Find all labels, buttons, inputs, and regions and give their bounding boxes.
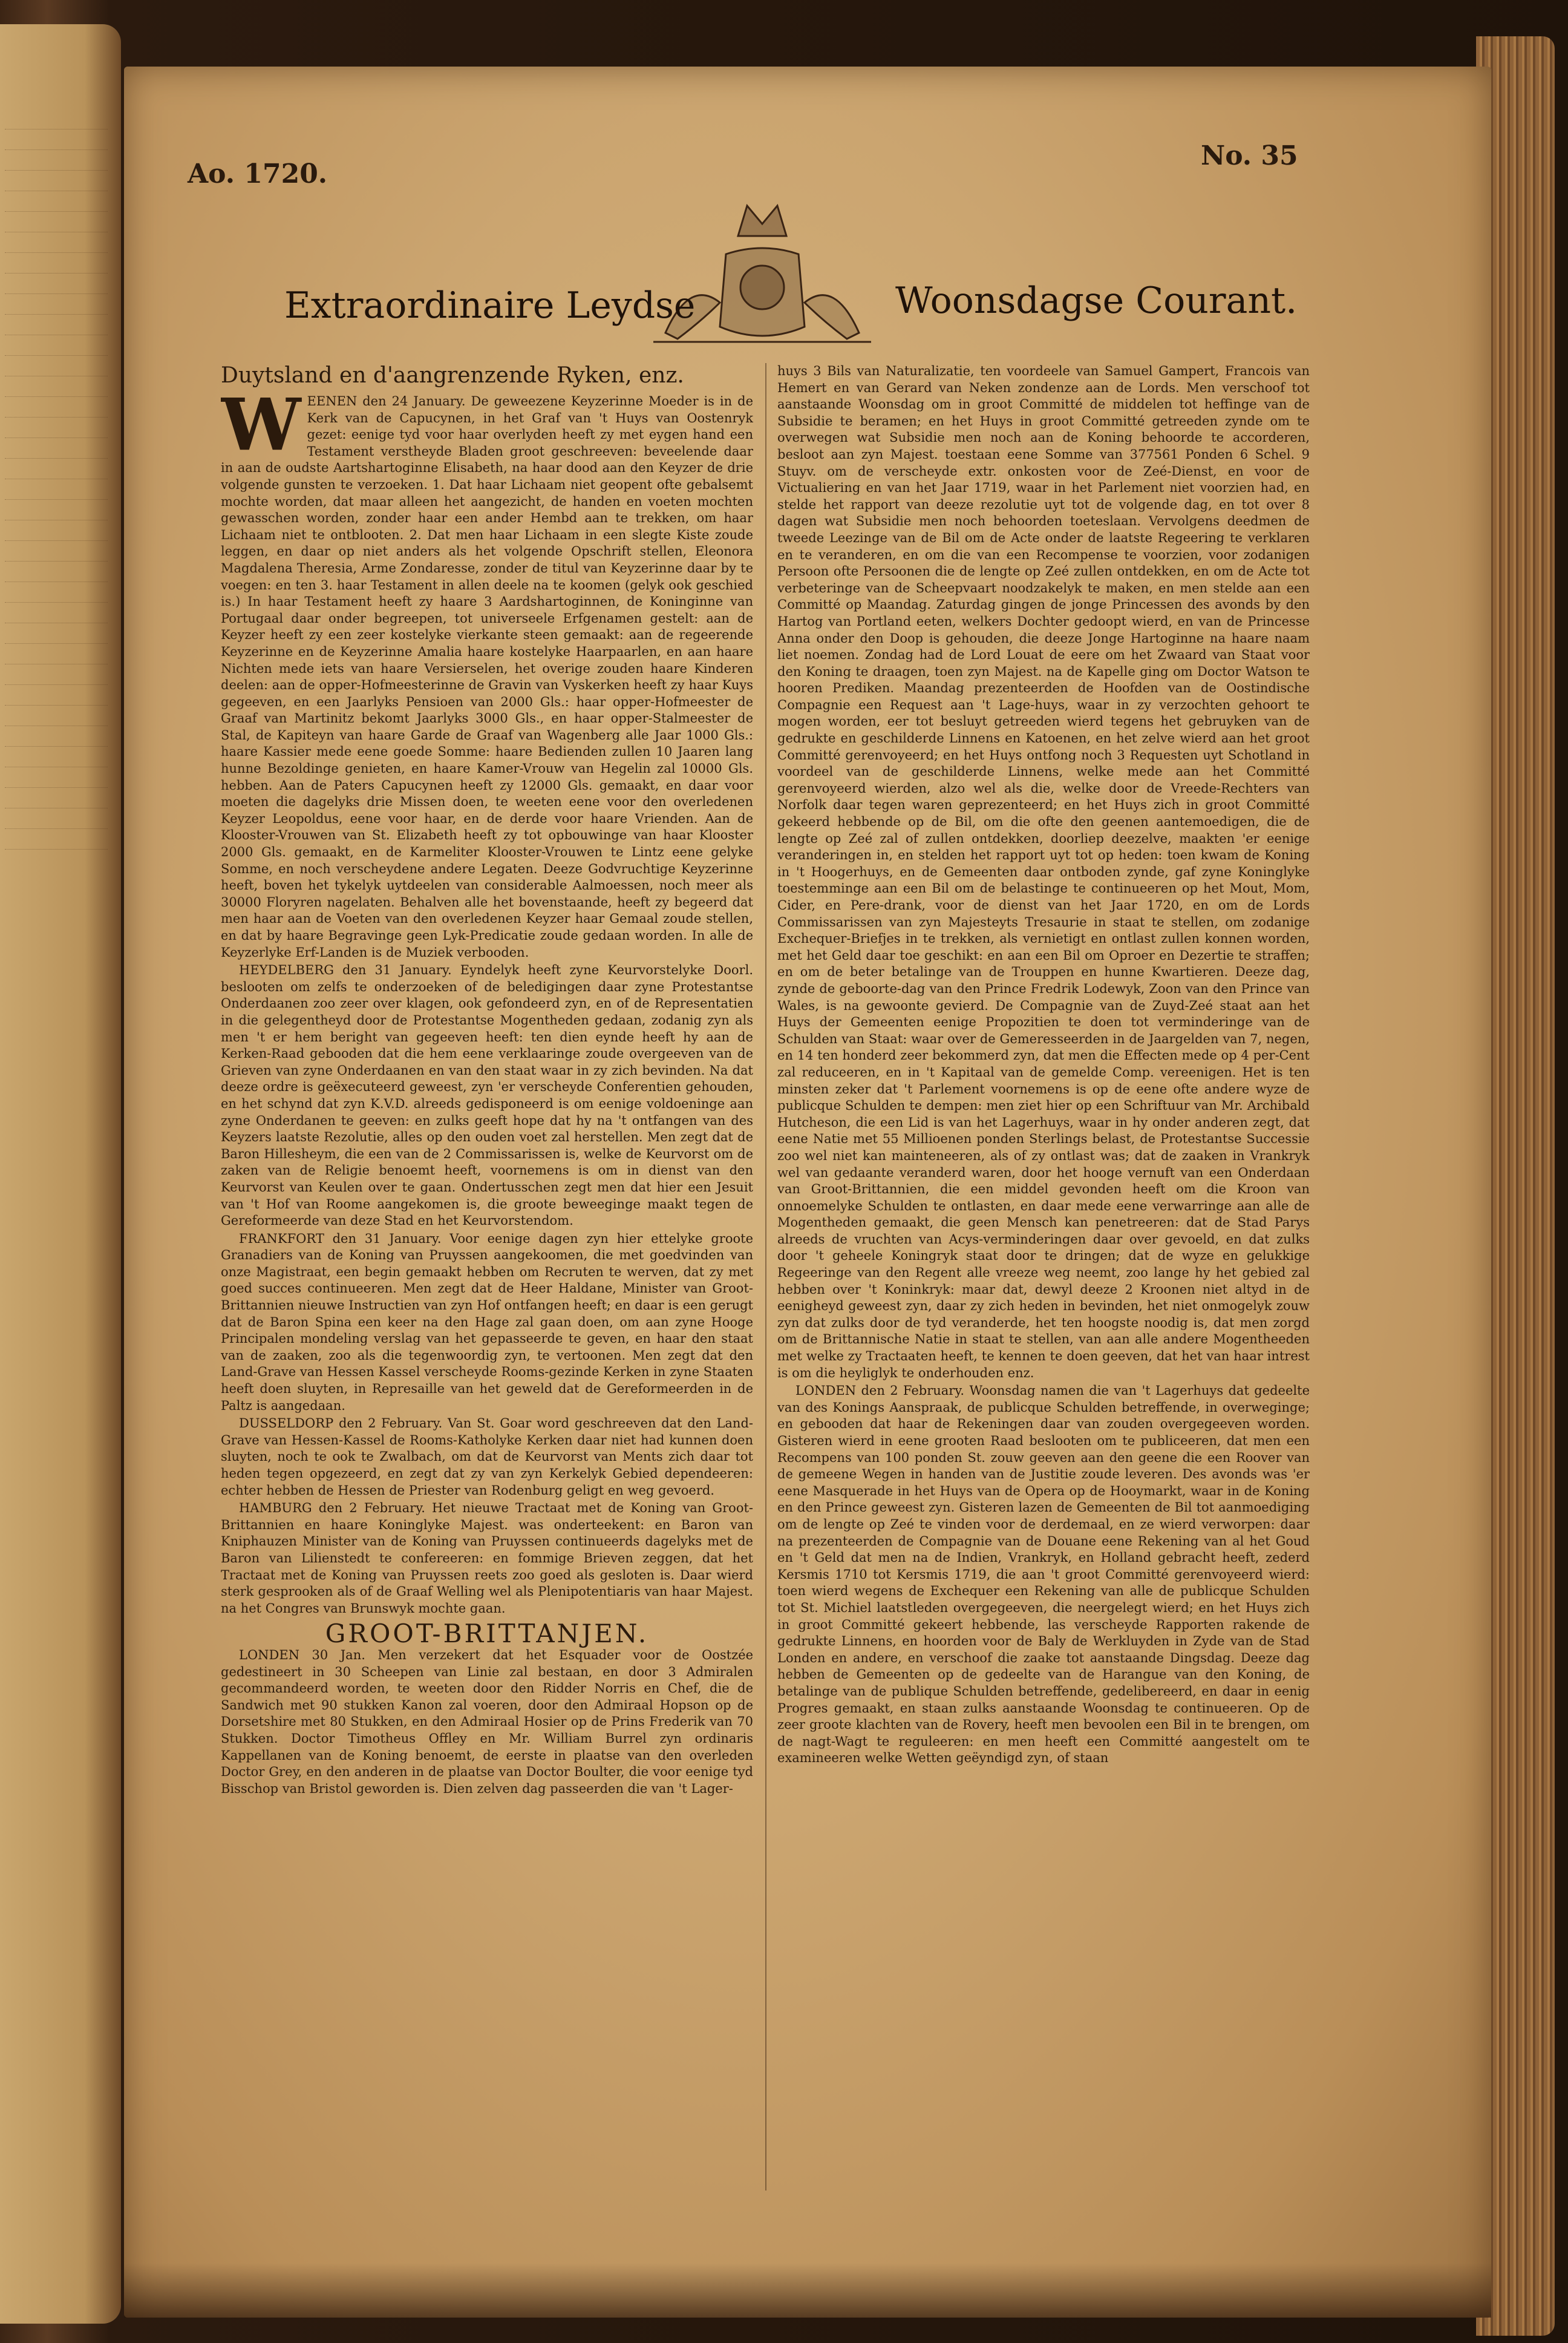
section-heading-germany: Duytsland en d'aangrenzende Ryken, enz.: [221, 363, 684, 388]
column-divider: [765, 363, 766, 2191]
issue-year: Ao. 1720.: [188, 159, 328, 189]
article-paragraph: DUSSELDORP den 2 February. Van St. Goar word geschreeven dat den Land-Grave van Hessen-Kassel de Rooms-Katholyke Kerken daar niet had kunnen doen sluyten, noch te ook te Zwalbach, om dat de Keurvorst van Ments zich daar tot heden tegen opgezeerd, en zegt dat zy van zyn Kerkelyk Gebied dependeeren: echter hebben de Hessen de Priester van Rodenburg geligt en weg gevoerd.: [221, 1416, 753, 1498]
article-paragraph-text: EENEN den 24 January. De geweezene Keyzerinne Moeder is in de Kerk van de Capucynen, in het Graf van 't Huys van Oostenryk gezet: eenige tyd voor haar overlyden heeft zy met eygen hand een Testament verstheyde Bladen groot geschreeven: beveelende daar in aan de oudste Aartshartoginne Elisabeth, na haar dood aan den Keyzer de drie volgende gunsten te verzoeken. 1. Dat haar Lichaam niet geopent ofte gebalsemt mochte worden, dat maar alleen het aangezicht, de handen en voeten mochten gewasschen worden, zonder haar een ander Hembd aan te trekken, om haar Lichaam niet te ontblooten. 2. Dat men haar Lichaam in een slegte Kiste zoude leggen, en daar op niet anders als het volgende Opschrift stellen, Eleonora Magdalena Theresia, Arme Zondaresse, zonder de titul van Keyzerinne daar by te voegen: en ten 3. haar Testament in allen deele na te koomen (gelyk ook geschied is.) In haar Testament heeft zy haare 3 Aardshartoginnen, de Koninginne van Portugaal daar onder begreepen, tot universeele Erfgenamen gestelt: aan de Keyzer heeft zy een zeer kostelyke vierkante steen gemaakt: aan de regeerende Keyzerinne en de Keyzerinne Amalia haare kostelyke Haarpaarlen, en aan haare Nichten mede iets van haare Versierselen, het overige zouden haare Kinderen deelen: aan de opper-Hofmeesterinne de Gravin van Vyskerken heeft zy haar Kuys gegeeven, en een Jaarlyks Pensioen van 2000 Gls.: haar opper-Hofmeester de Graaf van Martinitz bekomt Jaarlyks 3000 Gls., en haar opper-Stalmeester de Stal, de Kapiteyn van haare Garde de Graaf van Wagenberg alle Jaar 1000 Gls.: haare Kassier mede eene goede Somme: haare Bedienden zullen 10 Jaaren lang hunne Bezoldinge genieten, en haare Kamer-Vrouw van Hegelin zal 10000 Gls. hebben. Aan de Paters Capucynen heeft zy 12000 Gls. gemaakt, en daar voor moeten die dagelyks drie Missen doen, te weeten eene voor den overledenen Keyzer Leopoldus, eene voor haar, en de derde voor haare Vrienden. Aan de Klooster-Vrouwen van St. Elizabeth heeft zy tot opbouwinge van haar Klooster 2000 Gls. gemaakt, en de Karmeliter Klooster-Vrouwen te Lintz eene gelyke Somme, en noch verscheydene andere Legaten. Deeze Godvruchtige Keyzerinne heeft, boven het tykelyk uytdeelen van considerable Aalmoessen, noch meer als 30000 Floryren nagelaten. Behalven alle het bovenstaande, heeft zy begeerd dat men haar aan de Voeten van den overledenen Keyzer haar Gemaal zoude stellen, en dat by haare Begravinge geen Lyk-Predicatie zoude gedaan worden. In alle de Keyzerlyke Erf-Landen is de Muziek verbooden.: [221, 394, 753, 960]
left-article-column: [221, 363, 753, 2191]
dropcap-letter: W: [221, 382, 301, 467]
left-page-text-remnants: [5, 109, 108, 850]
article-paragraph: LONDEN den 2 February. Woonsdag namen die van 't Lagerhuys dat gedeelte van des Konings Aanspraak, de publicque Schulden betreffende, in overweginge; en gebooden dat haar de Rekeningen daar van zouden overgegeeven worden. Gisteren wierd in eene grooten Raad beslooten om te publiceeren, dat men een Recompens van 100 ponden St. zouw geeven aan den geene die een Roover van de gemeene Wegen in handen van de Justitie zoude leveren. Des avonds was 'er eene Masquerade in het Huys van de Opera op de Hooymarkt, waar in de Koning en den Prince geweest zyn. Gisteren lazen de Gemeenten de Bil tot aanmoediging om de lengte op Zeé te vinden voor de derdemaal, en ze wierd verworpen: daar na prezenteerden de Compagnie van de Douane eene Rekening van al het Goud en 't Geld dat men na de Indien, Vrankryk, en Holland gebracht heeft, zederd Kersmis 1710 tot Kersmis 1719, die aan 't groot Committé gerenvoyeerd wierd: toen wierd wegens de Exchequer een Rekening van alle de publicque Schulden tot St. Michiel laatstleden overgegeeven, die neergelegt wierd; en het Huys zich in groot Committé gekeert hebbende, las verscheyde Rapporten rakende de gedrukte Linnens, en hoorden voor de Baly de Werkluyden in Zyde van de Stad Londen en andere, en verschoof die zaake tot aanstaande Dingsdag. Deeze dag hebben de Gemeenten op de gedeelte van de Harangue van den Koning, de betalinge van de publique Schulden betreffende, gedelibereerd, en daar in eenig Progres gemaakt, en staan zulks aanstaande Woonsdag te continueeren. Op de zeer groote klachten van de Rovery, heeft men bevoolen een Bil in te brengen, om de nagt-Wagt te reguleeren: en men heeft een Committé aangestelt om te examineeren welke Wetten geëyndigd zyn, of staan: [777, 1383, 1310, 1766]
masthead-title-right: Woonsdagse Courant.: [895, 280, 1298, 322]
article-paragraph: FRANKFORT den 31 January. Voor eenige dagen zyn hier ettelyke groote Granadiers van de Koning van Pruyssen aangekoomen, die met goedvinden van onze Magistraat, een begin gemaakt hebben om Recruten te werven, dat zy met goed succes continueeren. Men zegt dat de Heer Haldane, Minister van Groot-Brittannien nieuwe Instructien van zyn Hof ontfangen heeft; en daar is een gerugt dat de Baron Spina een keer na den Hage zal gaan doen, om aan zyne Hooge Principalen mondeling verslag van het gepasseerde te geven, en haar den staat van de zaaken, zoo als die tegenwoordig zyn, te vertoonen. Men zegt dat den Land-Grave van Hessen Kassel verscheyde Rooms-gezinde Kerken in zyne Staaten heeft doen sluyten, in Represaille van het geweld dat de Gereformeerden in de Paltz is aangedaan.: [221, 1231, 753, 1413]
article-paragraph: LONDEN 30 Jan. Men verzekert dat het Esquader voor de Oostzée gedestineert in 30 Scheepen van Linie zal bestaan, en door 3 Admiralen gecommandeerd worden, te weeten door den Ridder Norris en Chef, die de Sandwich met 90 stukken Kanon zal voeren, door den Admiraal Hopson op de Dorsetshire met 80 Stukken, en den Admiraal Hosier op de Prins Frederik van 70 Stukken. Doctor Timotheus Offley en Mr. William Burrel zyn ordinaris Kappellanen van de Koning benoemt, de eerste in plaatse van den overleden Doctor Grey, en den anderen in de plaatse van Doctor Boulter, die voor eenige tyd Bisschop van Bristol geworden is. Dien zelven dag passeerden die van 't Lager-: [221, 1647, 753, 1796]
section-heading-britain: GROOT-BRITTANJEN.: [325, 1619, 649, 1649]
page-bottom-shadow: [124, 2263, 1491, 2318]
left-facing-page-edge: [0, 24, 121, 2324]
article-paragraph: [221, 382, 753, 961]
issue-number: No. 35: [1201, 140, 1298, 171]
masthead-title-left: Extraordinaire Leydse: [284, 284, 696, 327]
article-paragraph: HEYDELBERG den 31 January. Eyndelyk heeft zyne Keurvorstelyke Doorl. beslooten om zelfs te onderzoeken of de beledigingen daar zyne Protestantse Onderdaanen zoo zeer over klagen, ook gefondeerd zyn, en of de Representatien in die gelegentheyd door de Protestantse Mogentheden gedaan, zodanig zyn als men 't er hem beright van gegeeven heeft: ten dien eynde heeft hy aan de Kerken-Raad gebooden dat die hem eene verklaaringe zoude overgeeven van de Grieven van zyne Onderdaanen en van den staat waar in zy zich bevinden. Na dat deeze ordre is geëxecuteerd geweest, zyn 'er verscheyde Conferentien gehouden, en het schynd dat zyn K.V.D. alreeds gedisponeerd is om eenige voldoeninge aan zyne Onderdanen te geeven: en zulks geeft hope dat hy na 't ontfangen van des Keyzers laatste Rezolutie, alles op den ouden voet zal herstellen. Men zegt dat de Baron Hillesheym, die een van de 2 Commissarissen is, welke de Keurvorst om de zaken van de Religie benoemt heeft, voornemens is om in dienst van den Keurvorst van Keulen over te gaan. Ondertusschen zegt men dat hier een Jesuit van 't Hof van Roome aangekomen is, die groote beweeginge maakt tegen de Gereformeerde van deze Stad en het Keurvorstendom.: [221, 963, 753, 1228]
right-article-column: [777, 363, 1310, 2191]
article-paragraph: huys 3 Bils van Naturalizatie, ten voordeele van Samuel Gampert, Francois van Hemert en van Gerard van Neken zondenze aan de Lords. Men verschoof tot aanstaande Woonsdag om in groot Committé de middelen tot heffinge van de Subsidie te beramen; en het Huys in groot Committé getreeden zynde om te overwegen wat Subsidie men noch aan de Koning behoorde te accorderen, besloot aan zyn Majest. toestaan eene Somme van 377561 Ponden 6 Schel. 9 Stuyv. om de verscheyde extr. onkosten voor de Zeé-Dienst, en voor de Victualiering en van het Jaar 1719, waar in het Parlement niet voorzien had, en stelde het rapport van deeze rezolutie uyt tot de volgende dag, en tot over 8 dagen wat Subsidie men noch behoorden toeteslaan. Vervolgens deedmen de tweede Leezinge van de Bil om de Acte onder de laatste Regeering te verklaren en te veranderen, en om die van een Recompense te voorzien, voor zodanigen Persoon ofte Persoonen die de lengte op Zeé zullen ontdekken, en om de Acte tot verbeteringe van de Scheepvaart noodzakelyk te maken, en men stelde aan een Committé op Maandag. Zaturdag gingen de jonge Princessen des avonds by den Hartog van Portland eeten, welkers Dochter gedoopt wierd, en van de Princesse Anna onder den Doop is gehouden, die deeze Jonge Hartoginne na haare naam liet noemen. Zondag had de Lord Louat de eere om het Zwaard van Staat voor den Koning te draagen, toen zyn Majest. na de Kapelle ging om Doctor Watson te hooren Prediken. Maandag prezenteerden de Hoofden van de Oostindische Compagnie een Request aan 't Lage-huys, waar in zy verzochten gehoort te mogen worden, eer tot besluyt getreeden wierd tegens het gebruyken van de gedrukte en geschilderde Linnens en Katoenen, en het zelve wierd aan het groot Committé gerenvoyeerd; en het Huys ontfong noch 3 Requesten uyt Schotland in voordeel van de geschilderde Linnens, welke mede aan het Committé gerenvoyeerd wierden, alzo wel als die, welke door de Vreede-Rechters van Norfolk daar tegen waren geprezenteerd; en het Huys zich in groot Committé gekeerd hebbende op de Bil, om die ofte den geenen aantemoedigen, die de lengte op Zeé zal of zullen ontdekken, doorliep deezelve, maakten 'er eenige veranderingen in, en stelden het rapport uyt tot op heden: toen kwam de Koning in 't Hoogerhuys, en de Gemeenten daar ontboden zynde, gaf zyne Koninglyke toestemminge aan een Bil om de belastinge te continueeren op het Mout, Mom, Cider, en Pere-drank, voor de dienst van het Jaar 1720, en om de Lords Commissarissen van zyn Majesteyts Tresaurie in staat te stellen, om zodanige Exchequer-Briefjes in te trekken, als vernietigt en ontlast zullen konnen worden, met het Geld daar toe geschikt: en aan een Bil om Oproer en Dezertie te straffen; en om de beter betalinge van de Trouppen en hunne Kwartieren. Deeze dag, zynde de geboorte-dag van den Prince Fredrik Lodewyk, Zoon van den Prince van Wales, is na gewoonte gevierd. De Compagnie van de Zuyd-Zeé staat aan het Huys der Gemeenten eenige Propozitien te doen tot verminderinge van de Schulden van Staat: waar over de Gemeresseerden in de Jaargelden van 7, negen, en 14 ten honderd zeer bekommerd zyn, dat men die Effecten mede op 4 per-Cent zal reduceeren, en in 't Kapitaal van de gemelde Comp. vereenigen. Het is ten minsten zeker dat 't Parlement voornemens is op de eene ofte andere wyze de publicque Schulden te dempen: men ziet hier op een Schriftuur van Mr. Archibald Hutcheson, die een Lid is van het Lagerhuys, waar in hy onder anderen zegt, dat eene Natie met 55 Millioenen ponden Sterlings belast, de Protestantse Successie zoo wel niet kan mainteneeren, als of zy ontlast was; dat de zaaken in Vrankryk wel van gedaante veranderd waren, door het hooge vernuft van een Onderdaan van Groot-Brittannien, die een middel gevonden heeft om die Kroon van onnoemelyke Schulden te ontlasten, en daar mede eene verwarringe aan alle de Mogentheden gemaakt, die geen Mensch kan penetreeren: dat de Stad Parys alreeds de vruchten van Acys-verminderingen daar over gevoeld, en dat zulks door 't geheele Koningryk staat door te dringen; dat de wyze en gelukkige Regeeringe van den Regent alle vreeze weg neemt, zoo lange hy het gebied zal hebben over 't Koninkryk: maar dat, dewyl deeze 2 Kroonen niet altyd in de eenigheyd geweest zyn, daar zy zich heden in bevinden, het niet onmogelyk zouw zyn dat zulks door de tyd veranderde, het ten hoogste noodig is, dat men zorgd om de Brittannische Natie in staat te stellen, van aan alle andere Mogentheeden met welke zy Tractaaten heeft, te kennen te doen geeven, dat het van haar intrest is om die heyliglyk te onderhouden enz.: [777, 364, 1310, 1380]
article-paragraph: HAMBURG den 2 February. Het nieuwe Tractaat met de Koning van Groot-Brittannien en haare Koninglyke Majest. was onderteekent: en Baron van Kniphauzen Minister van de Koning van Pruyssen continueerds dagelyks met de Baron van Lilienstedt te confereeren: en fommige Brieven zeggen, dat het Tractaat met de Koning van Pruyssen reets zoo goed als gesloten is. Daar wierd sterk gesprooken als of de Graaf Welling wel als Plenipotentiaris van haar Majest. na het Congres van Brunswyk mochte gaan.: [221, 1501, 753, 1616]
